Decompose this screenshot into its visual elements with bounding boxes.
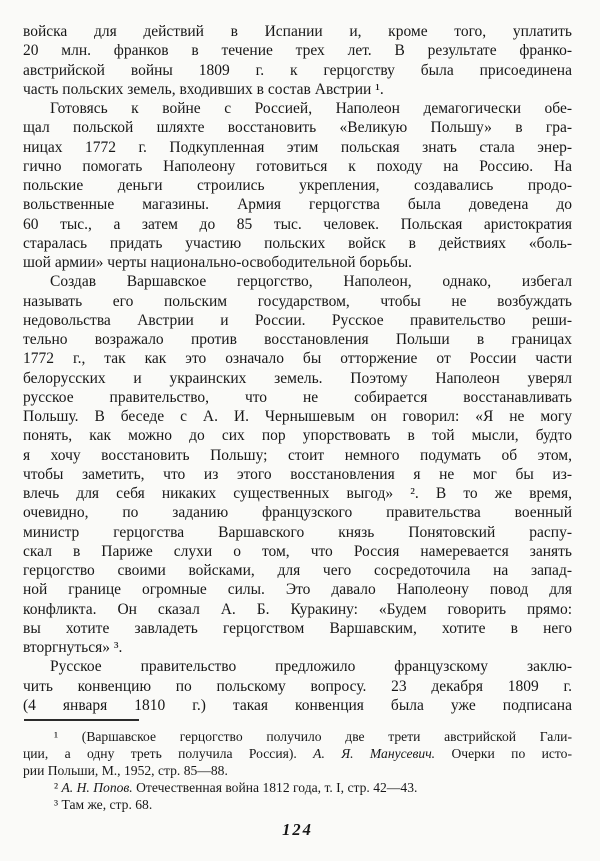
text-line: министр герцогства Варшавского князь Понятовский распу- — [23, 523, 572, 541]
footnote-line — [23, 746, 572, 763]
text-line: ной границе огромные силы. Это давало Наполеону повод для — [23, 581, 572, 599]
footnote-separator — [24, 719, 139, 721]
footnote-text: Очерки по исто- — [435, 745, 572, 761]
footnote-line — [23, 780, 572, 797]
footnote-line — [23, 797, 572, 814]
footnote-text: ² — [54, 779, 62, 795]
text-line: я хочу восстановить Польшу; стоит немного подумать об этом, — [23, 446, 572, 464]
text-line: щал польской шляхте восстановить «Великую Польшу» в гра- — [23, 119, 572, 137]
text-line: чить конвенцию по польскому вопросу. 23 декабря 1809 г. — [23, 677, 572, 695]
text-line: вольственные магазины. Армия герцогства была доведена до — [23, 196, 572, 214]
text-line: влечь для себя никаких существенных выгод» ². В то же время, — [23, 485, 572, 502]
footnote-text: ³ Там же, стр. 68. — [54, 796, 153, 812]
text-line: очевидно, по заданию французского правительства военный — [23, 504, 572, 522]
text-line: шой армии» черты национально-освободительной борьбы. — [23, 254, 413, 271]
text-line: Готовясь к войне с Россией, Наполеон демагогически обе- — [50, 100, 572, 117]
text-line: герцогство своими войсками, для чего сосредоточила на запад- — [23, 562, 572, 579]
text-line: вторгнуться» ³. — [23, 639, 123, 656]
text-line: старалась придать участию польских войск в действиях «боль- — [23, 234, 572, 252]
text-line: тельно возражало против восстановления Польши в границах — [23, 331, 572, 348]
text-line: русское правительство, что не собирается восстанавливать — [23, 388, 572, 406]
text-line: Польшу. В беседе с А. И. Чернышевым он говорил: «Я не могу — [23, 408, 572, 425]
page-number: 124 — [282, 820, 313, 839]
footnote-text: ции, а одну треть получила Россия). — [23, 745, 314, 761]
text-line: австрийской войны 1809 г. к герцогству была присоединена — [23, 61, 572, 79]
text-line: скал в Париже слухи о том, что Россия намеревается занять — [23, 542, 572, 560]
text-line: часть польских земель, входивших в состав Австрии ¹. — [23, 80, 384, 98]
text-line: войска для действий в Испании и, кроме того, уплатить — [23, 23, 572, 40]
footnote-author-italic: А. Н. Попов. — [61, 779, 133, 795]
main-text — [23, 22, 572, 715]
footnote-text: рии Польши, М., 1952, стр. 85—88. — [23, 762, 228, 778]
text-line: 60 тыс., а затем до 85 тыс. человек. Польская аристократия — [23, 215, 572, 233]
text-line: ницах 1772 г. Подкупленная этим польская знать стала энер- — [23, 138, 572, 156]
text-line: понять, как можно до сих пор упорствовать в той мысли, будто — [23, 427, 572, 445]
text-line: (4 января 1810 г.) такая конвенция была уже подписана — [23, 696, 572, 714]
text-line: недовольства Австрии и России. Русское правительство реши- — [23, 311, 572, 329]
text-line: чтобы заметить, что из этого восстановления я не мог бы из- — [23, 465, 572, 483]
footnote-line — [23, 763, 572, 780]
footnote-author-italic: А. Я. Манусевич. — [313, 745, 436, 761]
text-line: польские деньги строились укрепления, создавались продо- — [23, 177, 572, 194]
text-line: гично помогать Наполеону готовиться к походу на Россию. На — [23, 157, 572, 175]
text-line: называть его польским государством, чтобы не возбуждать — [23, 292, 572, 310]
text-line: конфликта. Он сказал А. Б. Куракину: «Будем говорить прямо: — [23, 600, 572, 618]
text-line: 1772 г., так как это означало бы отторжение от России части — [23, 350, 572, 368]
text-line: Русское правительство предложило французскому заклю- — [50, 658, 572, 676]
footnote-text: ¹ (Варшавское герцогство получило две трети австрийской Гали- — [54, 729, 572, 744]
text-line: вы хотите завладеть герцогством Варшавским, хотите в него — [23, 619, 572, 637]
footnote-text: Отечественная война 1812 года, т. I, стр. 42—43. — [132, 779, 418, 795]
footnote-line — [23, 729, 572, 746]
text-line: 20 млн. франков в течение трех лет. В результате франко- — [23, 42, 572, 60]
footnotes — [23, 729, 572, 814]
text-line: белорусских и украинских земель. Поэтому Наполеон уверял — [23, 369, 572, 387]
text-line: Создав Варшавское герцогство, Наполеон, однако, избегал — [50, 273, 572, 291]
